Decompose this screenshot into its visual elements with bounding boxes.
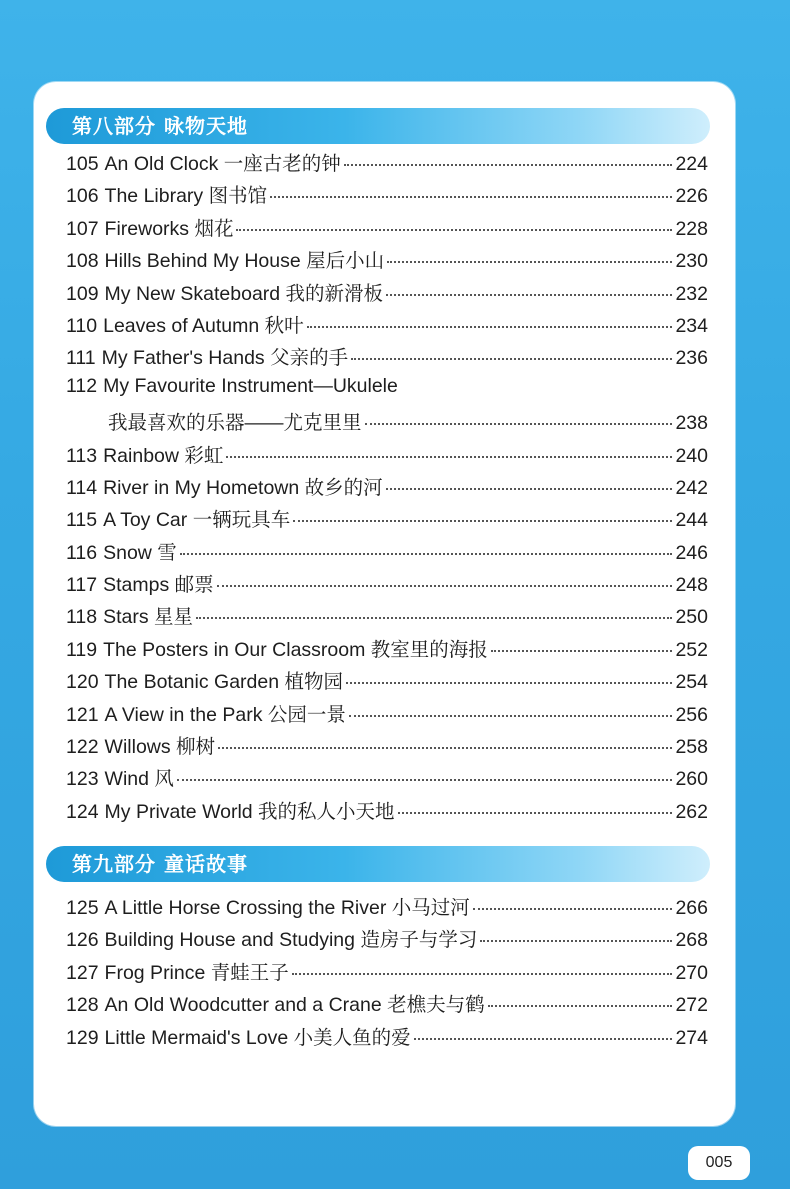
entry-page-number: 224 [675, 153, 708, 175]
dot-leader [292, 973, 673, 975]
entry-title-text: My Private World 我的私人小天地 [104, 800, 395, 823]
entry-page-number: 232 [675, 282, 708, 305]
entry-title [66, 634, 488, 662]
dot-leader [386, 294, 672, 296]
toc-entry [66, 375, 708, 407]
toc-entry [66, 1022, 708, 1054]
entry-page-number: 228 [675, 217, 708, 240]
dot-leader [473, 908, 673, 910]
entry-title-text: Wind 风 [104, 768, 174, 791]
section-header-part-9: 第九部分 童话故事 [46, 846, 710, 882]
entry-title [66, 310, 304, 338]
dot-leader [236, 229, 672, 231]
toc-entry [66, 957, 708, 989]
entry-title-text: The Library 图书馆 [104, 185, 268, 208]
entry-title-text: A Little Horse Crossing the River 小马过河 [104, 897, 470, 919]
entry-number: 125 [66, 897, 99, 919]
dot-leader [217, 585, 673, 587]
entry-title-text: Hills Behind My House 屋后小山 [104, 250, 385, 273]
entry-page-number: 256 [675, 703, 708, 726]
entry-title [66, 666, 343, 694]
entry-title-text: Snow 雪 [103, 541, 177, 564]
entry-number: 129 [66, 1026, 99, 1049]
entry-number: 106 [66, 185, 99, 208]
entry-title [66, 989, 485, 1017]
entry-number: 111 [66, 347, 96, 370]
entry-number: 112 [66, 374, 98, 397]
dot-leader [196, 617, 672, 619]
entry-title-text: Little Mermaid's Love 小美人鱼的爱 [104, 1026, 411, 1049]
entry-title-text: A Toy Car 一辆玩具车 [103, 509, 291, 532]
entry-number: 105 [66, 153, 99, 175]
dot-leader [387, 261, 672, 263]
entry-title [66, 699, 346, 727]
entry-title-text: Stars 星星 [103, 606, 194, 629]
toc-entry [66, 666, 708, 698]
entry-page-number: 238 [675, 412, 708, 435]
entry-title [66, 440, 223, 468]
entry-title-text: Rainbow 彩虹 [103, 444, 224, 467]
toc-entry [66, 634, 708, 666]
entry-page-number: 242 [675, 476, 708, 499]
toc-entry [66, 699, 708, 731]
entry-title [66, 924, 477, 952]
entry-page-number: 226 [675, 185, 708, 208]
entry-number: 123 [66, 768, 99, 791]
entry-title-text: River in My Hometown 故乡的河 [103, 476, 383, 499]
toc-entry [66, 796, 708, 828]
dot-leader [177, 779, 673, 781]
entry-title-text: The Posters in Our Classroom 教室里的海报 [103, 638, 488, 661]
dot-leader [414, 1038, 673, 1040]
toc-list-part-8 [66, 148, 708, 828]
toc-entry [66, 472, 708, 504]
toc-entry [66, 504, 708, 536]
entry-page-number: 254 [675, 671, 708, 694]
entry-title [66, 342, 348, 370]
dot-leader [349, 715, 673, 717]
entry-number: 128 [66, 994, 99, 1017]
entry-title [66, 472, 383, 500]
entry-page-number: 236 [675, 347, 708, 370]
entry-number: 118 [66, 606, 98, 629]
entry-title [66, 601, 193, 629]
entry-page-number: 268 [675, 929, 708, 952]
entry-title-text: A View in the Park 公园一景 [104, 703, 346, 726]
section-header-part-8: 第八部分 咏物天地 [46, 108, 710, 144]
entry-title [66, 569, 214, 597]
entry-title [66, 213, 233, 241]
entry-page-number: 230 [675, 250, 708, 273]
toc-entry [66, 180, 708, 212]
dot-leader [365, 423, 673, 425]
entry-title-text: Stamps 邮票 [103, 574, 214, 597]
toc-list-part-9 [66, 892, 708, 1054]
toc-entry [66, 731, 708, 763]
entry-number: 108 [66, 250, 99, 273]
entry-number: 109 [66, 282, 99, 305]
entry-title [66, 375, 398, 398]
entry-page-number: 250 [675, 606, 708, 629]
entry-number: 114 [66, 476, 98, 499]
toc-entry [66, 569, 708, 601]
entry-title-text: Leaves of Autumn 秋叶 [103, 314, 304, 337]
entry-number: 116 [66, 541, 98, 564]
toc-entry [66, 989, 708, 1021]
toc-entry [66, 245, 708, 277]
entry-title-text: Building House and Studying 造房子与学习 [104, 929, 478, 952]
entry-number: 107 [66, 217, 99, 240]
toc-panel [34, 82, 735, 1126]
toc-entry [66, 601, 708, 633]
entry-title [66, 148, 341, 176]
toc-entry [66, 148, 708, 180]
dot-leader [398, 812, 673, 814]
entry-title-text: My Favourite Instrument—Ukulele [103, 374, 398, 397]
entry-title-text: My Father's Hands 父亲的手 [101, 347, 349, 370]
entry-title-text: Willows 柳树 [104, 736, 216, 759]
entry-title [66, 245, 384, 273]
entry-page-number: 234 [675, 314, 708, 337]
toc-entry [66, 440, 708, 472]
toc-entry [66, 763, 708, 795]
entry-number: 120 [66, 671, 99, 694]
entry-title [66, 504, 290, 532]
entry-number: 113 [66, 444, 98, 467]
toc-entry [66, 537, 708, 569]
dot-leader [180, 553, 673, 555]
page-number: 005 [688, 1146, 750, 1180]
dot-leader [344, 164, 673, 166]
dot-leader [293, 520, 672, 522]
entry-title [66, 763, 174, 791]
entry-title-continuation: 我最喜欢的乐器——尤克里里 [108, 412, 362, 435]
entry-title [66, 796, 395, 824]
dot-leader [307, 326, 673, 328]
entry-page-number: 262 [675, 800, 708, 823]
toc-entry [66, 278, 708, 310]
entry-page-number: 270 [675, 961, 708, 984]
toc-entry [66, 924, 708, 956]
dot-leader [491, 650, 673, 652]
dot-leader [270, 196, 672, 198]
entry-title [66, 1022, 411, 1050]
entry-title-text: The Botanic Garden 植物园 [104, 671, 343, 694]
entry-page-number: 248 [675, 574, 708, 597]
entry-title-text: Fireworks 烟花 [104, 217, 234, 240]
entry-page-number: 244 [675, 509, 708, 532]
entry-page-number: 246 [675, 541, 708, 564]
dot-leader [480, 940, 672, 942]
entry-page-number: 272 [675, 994, 708, 1017]
entry-page-number: 260 [675, 768, 708, 791]
entry-number: 117 [66, 574, 98, 597]
dot-leader [346, 682, 672, 684]
entry-number: 110 [66, 314, 98, 337]
entry-number: 127 [66, 961, 99, 984]
entry-title [66, 957, 289, 985]
entry-number: 121 [66, 703, 99, 726]
entry-title [66, 278, 383, 306]
entry-title [66, 180, 267, 208]
dot-leader [488, 1005, 673, 1007]
entry-page-number: 258 [675, 736, 708, 759]
toc-entry-continuation [66, 407, 708, 439]
dot-leader [351, 358, 672, 360]
toc-entry [66, 892, 708, 924]
dot-leader [386, 488, 673, 490]
entry-title-text: My New Skateboard 我的新滑板 [104, 282, 384, 305]
toc-entry [66, 213, 708, 245]
entry-page-number: 266 [675, 897, 708, 919]
entry-title-text: An Old Clock 一座古老的钟 [104, 153, 341, 175]
entry-page-number: 240 [675, 444, 708, 467]
entry-title-text: Frog Prince 青蛙王子 [104, 961, 289, 984]
dot-leader [226, 456, 672, 458]
dot-leader [218, 747, 672, 749]
entry-number: 122 [66, 736, 99, 759]
entry-title [66, 537, 177, 565]
entry-number: 126 [66, 929, 99, 952]
entry-number: 119 [66, 638, 98, 661]
entry-number: 115 [66, 509, 98, 532]
entry-title [66, 731, 215, 759]
toc-entry [66, 310, 708, 342]
entry-title-text: An Old Woodcutter and a Crane 老樵夫与鹤 [104, 994, 485, 1017]
entry-page-number: 274 [675, 1026, 708, 1049]
entry-page-number: 252 [675, 638, 708, 661]
entry-number: 124 [66, 800, 99, 823]
entry-title [66, 892, 470, 920]
toc-entry [66, 342, 708, 374]
